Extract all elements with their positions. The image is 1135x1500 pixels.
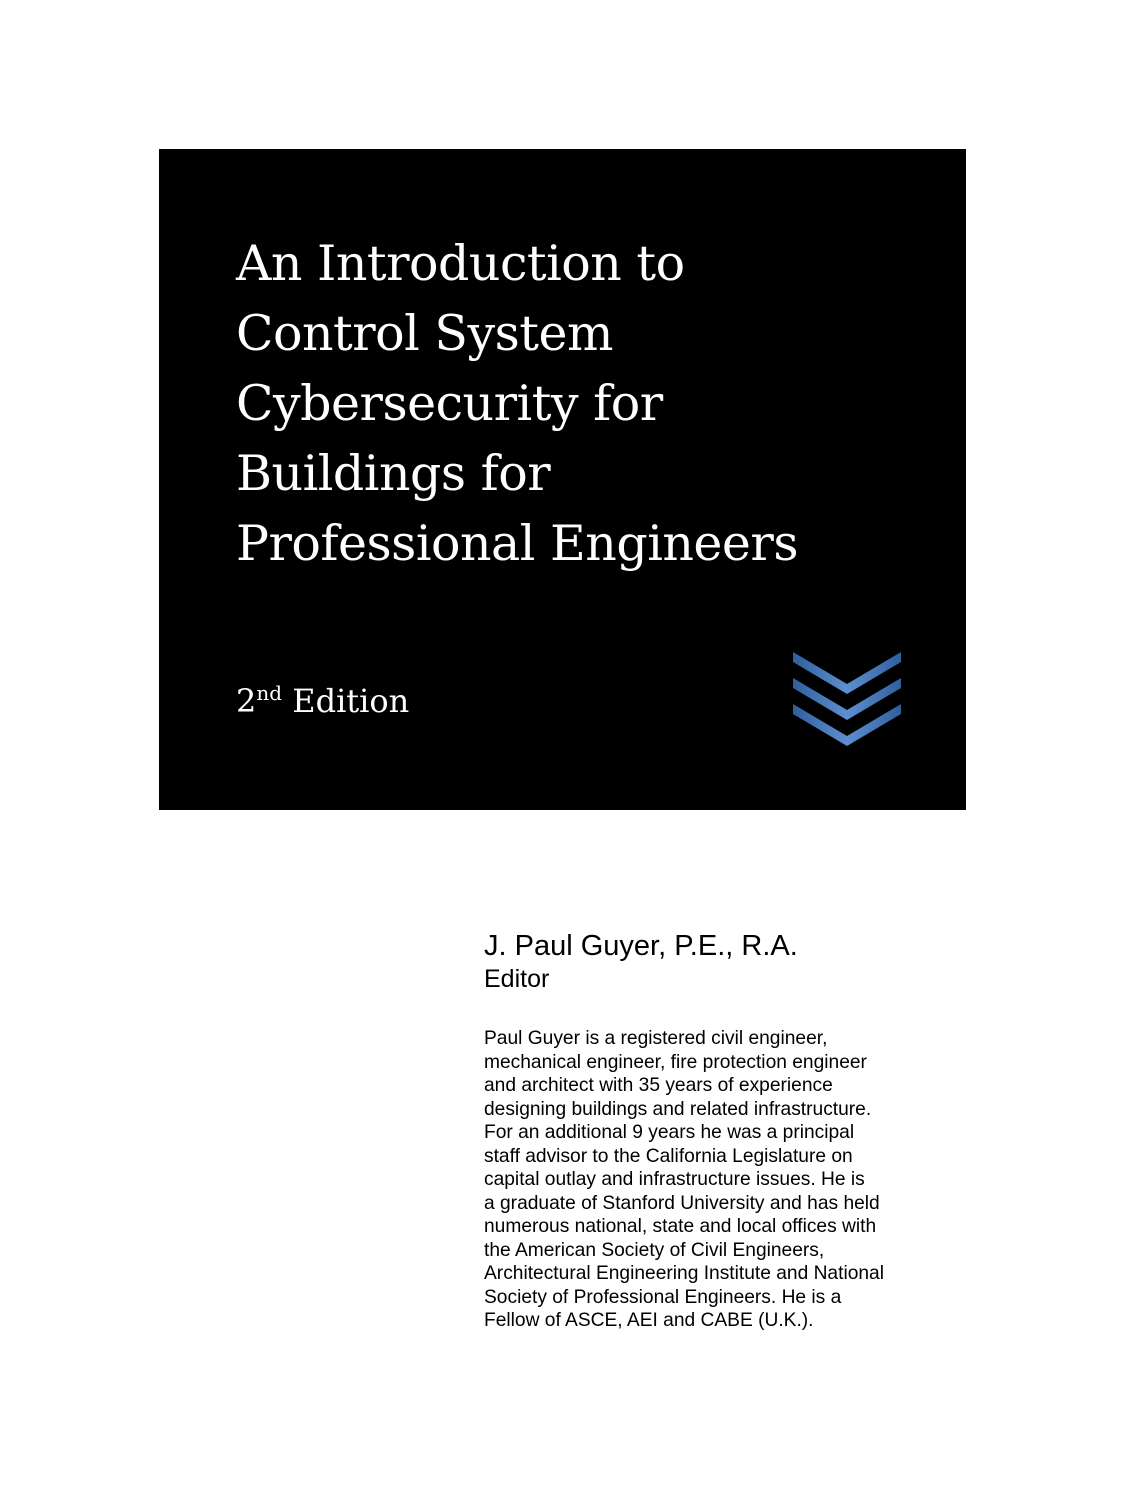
author-block bbox=[484, 928, 798, 994]
bio-line: numerous national, state and local offices with bbox=[484, 1216, 877, 1237]
bio-line: Society of Professional Engineers. He is a bbox=[484, 1286, 842, 1308]
title-line: Buildings for bbox=[236, 445, 551, 502]
title-line: An Introduction to bbox=[236, 235, 685, 292]
title-line: Cybersecurity for bbox=[236, 375, 663, 432]
cover-panel bbox=[159, 149, 966, 810]
triple-chevron-down-icon bbox=[793, 646, 901, 748]
title-line: Professional Engineers bbox=[236, 515, 798, 572]
bio-line: capital outlay and infrastructure issues. He is bbox=[484, 1169, 865, 1190]
bio-line: a graduate of Stanford University and has held bbox=[484, 1192, 880, 1214]
bio-line: Architectural Engineering Institute and National bbox=[484, 1263, 884, 1284]
author-name: J. Paul Guyer, P.E., R.A. bbox=[484, 930, 798, 962]
edition-number: 2 bbox=[236, 682, 257, 720]
bio-line: Paul Guyer is a registered civil engineer, bbox=[484, 1028, 828, 1049]
author-role: Editor bbox=[484, 965, 550, 993]
bio-line: and architect with 35 years of experience bbox=[484, 1075, 833, 1096]
book-title bbox=[236, 229, 798, 579]
title-line: Control System bbox=[236, 305, 613, 362]
edition-word: Edition bbox=[292, 682, 410, 720]
author-bio bbox=[484, 1027, 944, 1333]
bio-line: mechanical engineer, fire protection engineer bbox=[484, 1051, 867, 1073]
bio-line: Fellow of ASCE, AEI and CABE (U.K.). bbox=[484, 1310, 814, 1331]
edition-label bbox=[236, 681, 409, 721]
bio-line: For an additional 9 years he was a principal bbox=[484, 1122, 855, 1143]
bio-line: designing buildings and related infrastructure. bbox=[484, 1098, 872, 1120]
bio-line: staff advisor to the California Legislature on bbox=[484, 1145, 853, 1167]
bio-line: the American Society of Civil Engineers, bbox=[484, 1239, 825, 1261]
edition-suffix: nd bbox=[256, 681, 283, 705]
